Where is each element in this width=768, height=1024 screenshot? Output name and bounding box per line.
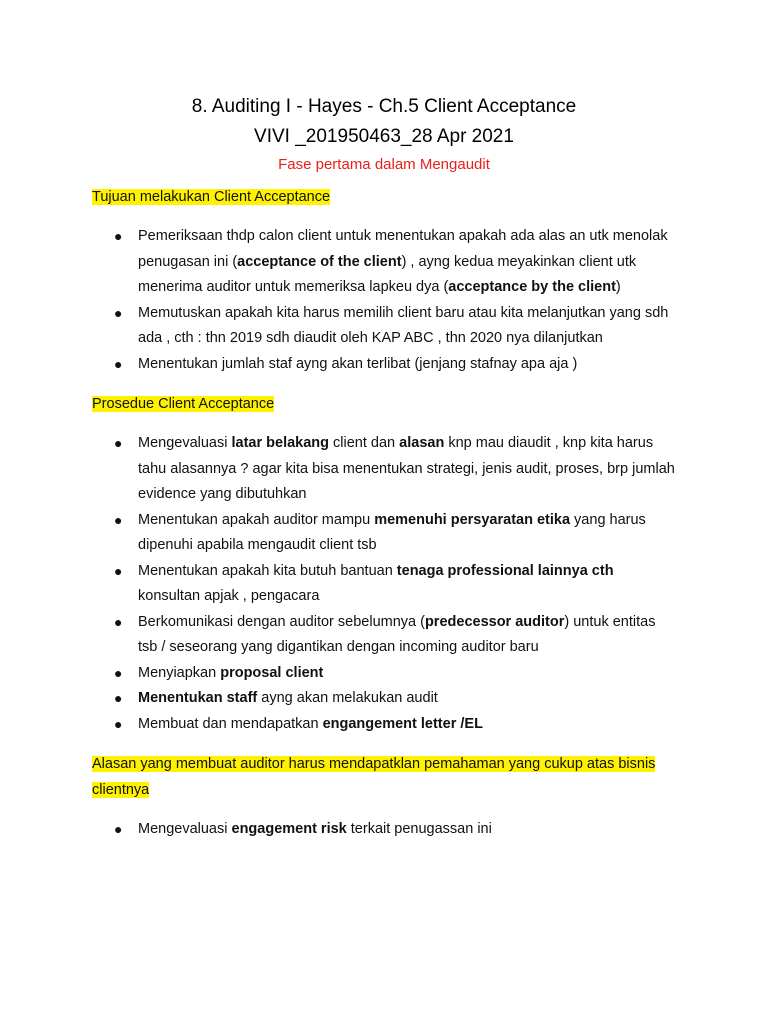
bullet-icon: ● xyxy=(114,304,123,321)
text: Pemeriksaan thdp calon client untuk menentukan apakah ada alas an utk menolak penugasan ini ( xyxy=(138,228,668,270)
text: terkait penugassan ini xyxy=(346,821,492,837)
text: Mengevaluasi xyxy=(138,435,232,451)
bullet-icon: ● xyxy=(114,715,123,732)
section-heading-2 xyxy=(92,391,676,417)
bullet-icon: ● xyxy=(114,690,123,706)
bold-text: acceptance by the client xyxy=(448,279,616,295)
text: Membuat dan mendapatkan xyxy=(138,715,323,732)
bullet-icon: ● xyxy=(114,228,123,244)
bold-text: engangement letter /EL xyxy=(322,715,483,732)
bold-text: latar belakang xyxy=(231,435,330,451)
list-item xyxy=(114,686,676,712)
text: konsultan apjak , pengacara xyxy=(138,588,320,604)
document-subtitle: Fase pertama dalam Mengaudit xyxy=(278,156,490,173)
highlighted-heading-text: Alasan yang membuat auditor harus mendapatklan pemahaman yang cukup atas bisnis clientnya xyxy=(92,756,656,798)
text: Menentukan apakah kita butuh bantuan xyxy=(138,562,397,579)
text: Menyiapkan xyxy=(138,664,221,681)
text: knp mau diaudit , knp kita harus tahu alasannya ? agar kita bisa menentukan strategi, jenis audit, proses, brp jumlah evidence yang dibutuhkan xyxy=(138,435,675,502)
section-heading-1 xyxy=(92,184,676,210)
text: Memutuskan apakah kita harus memilih client baru atau kita melanjutkan yang sdh ada , cth : thn 2019 sdh diaudit oleh KAP ABC , thn 2020 nya dilanjutkan xyxy=(138,304,669,346)
list-item xyxy=(114,817,676,843)
text: ) xyxy=(615,279,621,295)
bold-text: memenuhi persyaratan etika xyxy=(374,511,571,528)
document-title: 8. Auditing I - Hayes - Ch.5 Client Acceptance xyxy=(191,96,577,117)
list-item xyxy=(114,431,676,508)
bullet-icon: ● xyxy=(114,613,123,630)
bullet-list-3 xyxy=(92,817,676,843)
list-item xyxy=(114,508,676,559)
bullet-icon: ● xyxy=(114,511,123,528)
bullet-icon: ● xyxy=(114,821,123,837)
text: Menentukan apakah auditor mampu xyxy=(138,511,375,528)
text: client dan xyxy=(329,435,400,451)
section-heading-3 xyxy=(92,751,676,803)
bullet-icon: ● xyxy=(114,435,123,451)
highlighted-heading-text: Prosedue Client Acceptance xyxy=(92,396,275,412)
text: Berkomunikasi dengan auditor sebelumnya ( xyxy=(138,613,425,630)
text: ayng akan melakukan audit xyxy=(257,690,438,706)
list-item xyxy=(114,559,676,610)
text: Mengevaluasi xyxy=(138,821,232,837)
bullet-list-2 xyxy=(92,431,676,737)
list-item xyxy=(114,661,676,687)
text: Menentukan jumlah staf ayng akan terlibat (jenjang stafnay apa aja ) xyxy=(138,355,578,372)
text: ) untuk entitas tsb / seseorang yang digantikan dengan incoming auditor baru xyxy=(138,613,656,655)
bold-text: acceptance of the client xyxy=(237,253,402,270)
text: yang harus dipenuhi apabila mengaudit client tsb xyxy=(138,511,646,553)
list-item xyxy=(114,712,676,738)
list-item xyxy=(114,224,676,301)
bold-text: Menentukan staff xyxy=(138,690,258,706)
sections-container xyxy=(92,184,676,843)
bold-text: predecessor auditor xyxy=(424,613,565,630)
highlighted-heading-text: Tujuan melakukan Client Acceptance xyxy=(92,189,331,205)
text: ) , ayng kedua meyakinkan client utk menerima auditor untuk memeriksa lapkeu dya ( xyxy=(138,253,637,295)
bullet-icon: ● xyxy=(114,664,123,681)
bullet-icon: ● xyxy=(114,562,123,579)
list-item xyxy=(114,301,676,352)
document-author-line: VIVI _201950463_28 Apr 2021 xyxy=(254,126,514,147)
list-item xyxy=(114,610,676,661)
bold-text: engagement risk xyxy=(231,821,347,837)
list-item xyxy=(114,352,676,378)
bold-text: alasan xyxy=(399,435,445,451)
bullet-list-1 xyxy=(92,224,676,377)
bullet-icon: ● xyxy=(114,355,123,372)
bold-text: proposal client xyxy=(220,664,324,681)
bold-text: tenaga professional lainnya cth xyxy=(396,562,614,579)
